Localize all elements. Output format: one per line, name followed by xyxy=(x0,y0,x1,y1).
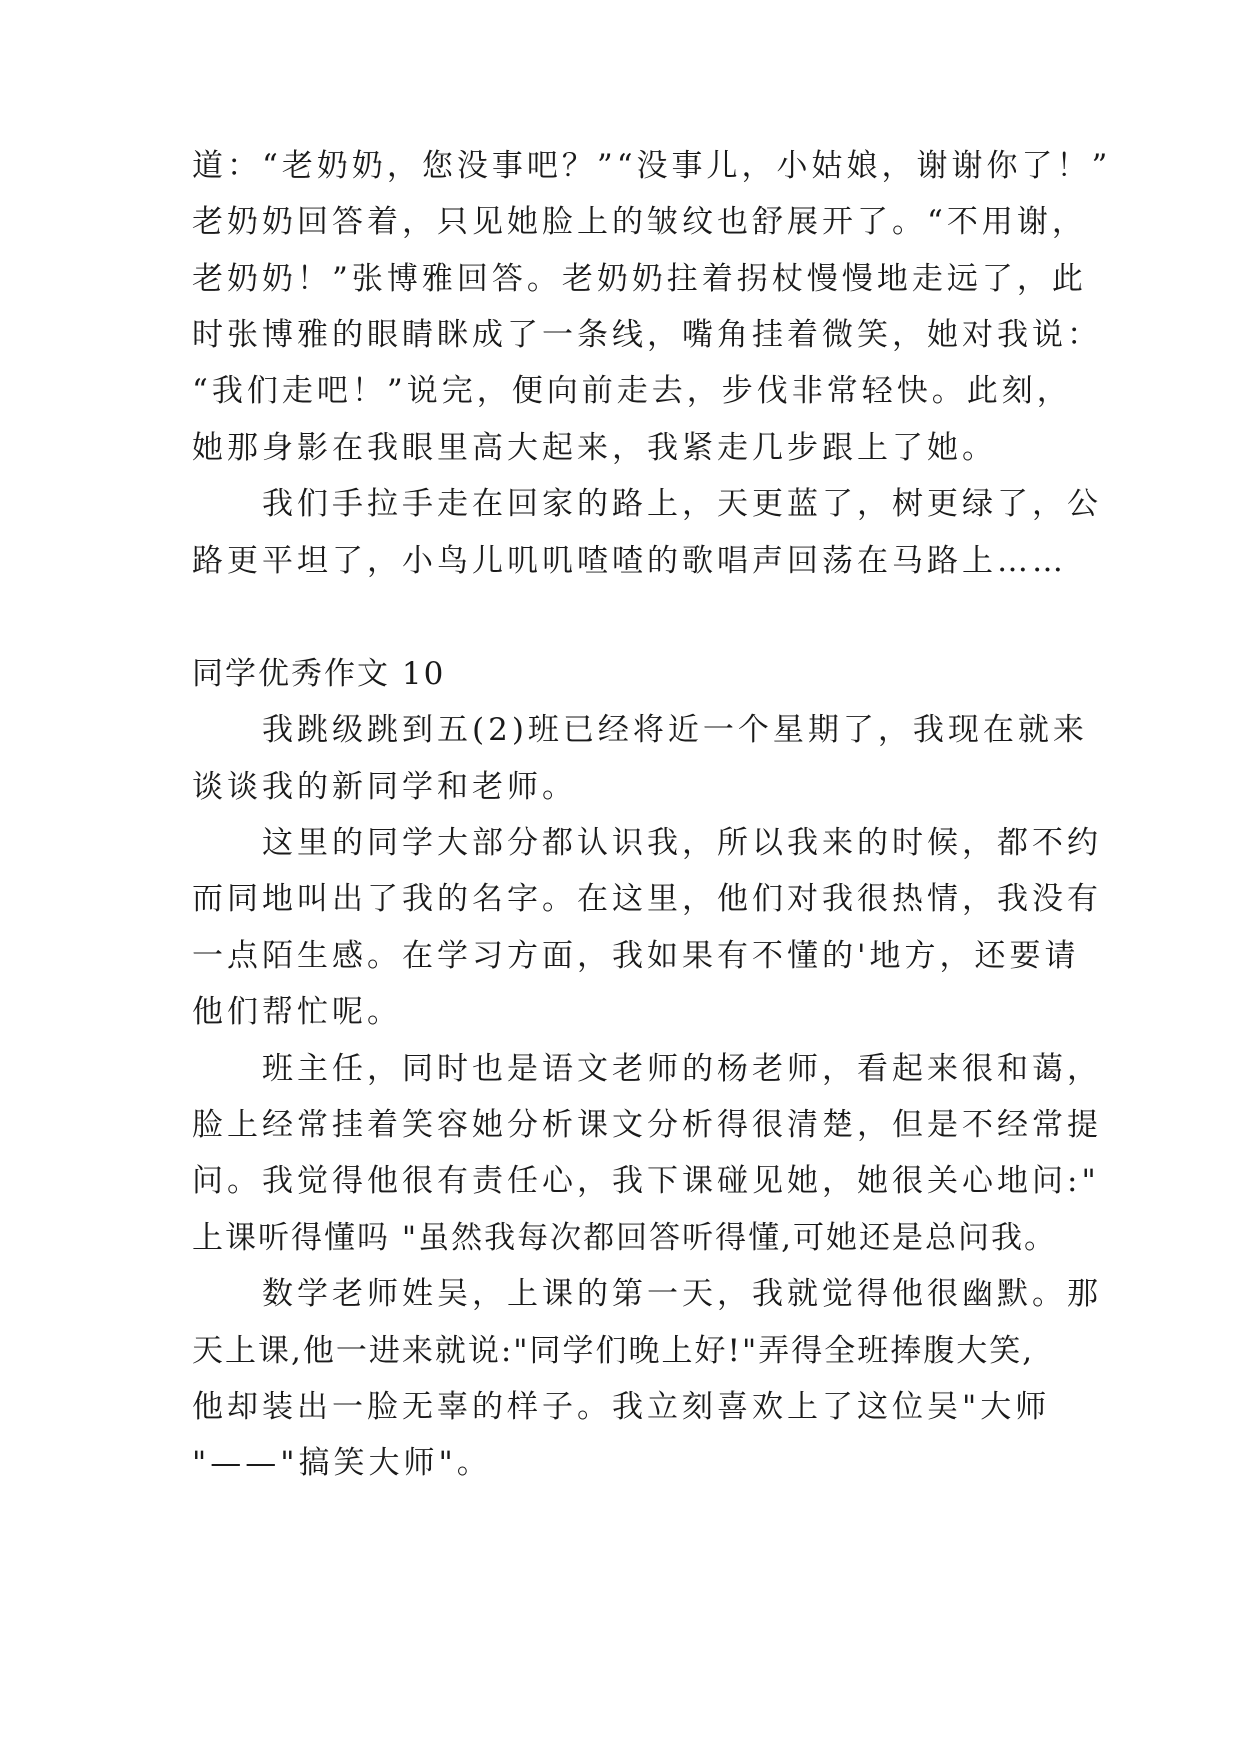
text-line: 我们手拉手走在回家的路上，天更蓝了，树更绿了，公 xyxy=(192,486,1102,522)
text-line: “我们走吧！”说完，便向前走去，步伐非常轻快。此刻， xyxy=(192,373,1072,409)
text-line: 问。我觉得他很有责任心，我下课碰见她，她很关心地问:" xyxy=(192,1163,1100,1199)
text-line: 这里的同学大部分都认识我，所以我来的时候，都不约 xyxy=(192,825,1102,861)
text-line: 老奶奶！”张博雅回答。老奶奶拄着拐杖慢慢地走远了，此 xyxy=(192,261,1087,297)
text-line: 路更平坦了，小鸟儿叽叽喳喳的歌唱声回荡在马路上…… xyxy=(192,543,1067,579)
text-line: 他却装出一脸无辜的样子。我立刻喜欢上了这位吴"大师 xyxy=(192,1389,1051,1425)
text-line: 而同地叫出了我的名字。在这里，他们对我很热情，我没有 xyxy=(192,881,1102,917)
text-line: 一点陌生感。在学习方面，我如果有不懂的'地方，还要请 xyxy=(192,938,1080,974)
text-line: 道：“老奶奶，您没事吧？”“没事儿，小姑娘，谢谢你了！” xyxy=(192,148,1112,184)
text-line: 数学老师姓吴，上课的第一天，我就觉得他很幽默。那 xyxy=(192,1276,1102,1312)
text-line: 我跳级跳到五(2)班已经将近一个星期了，我现在就来 xyxy=(192,712,1088,748)
text-line: 天上课,他一进来就说:"同学们晚上好!"弄得全班捧腹大笑, xyxy=(192,1333,1035,1369)
text-line: 时张博雅的眼睛眯成了一条线，嘴角挂着微笑，她对我说： xyxy=(192,317,1102,353)
text-line: 谈谈我的新同学和老师。 xyxy=(192,769,577,805)
text-line: 班主任，同时也是语文老师的杨老师，看起来很和蔼， xyxy=(192,1051,1102,1087)
text-line: 他们帮忙呢。 xyxy=(192,994,402,1030)
text-line: 老奶奶回答着，只见她脸上的皱纹也舒展开了。“不用谢， xyxy=(192,204,1087,240)
text-line: "——"搞笑大师"。 xyxy=(192,1445,492,1481)
text-line: 脸上经常挂着笑容她分析课文分析得很清楚，但是不经常提 xyxy=(192,1107,1102,1143)
text-line: 她那身影在我眼里高大起来，我紧走几步跟上了她。 xyxy=(192,430,997,466)
section-heading: 同学优秀作文 10 xyxy=(192,656,446,692)
text-line: 上课听得懂吗 "虽然我每次都回答听得懂,可她还是总问我。 xyxy=(192,1220,1057,1256)
